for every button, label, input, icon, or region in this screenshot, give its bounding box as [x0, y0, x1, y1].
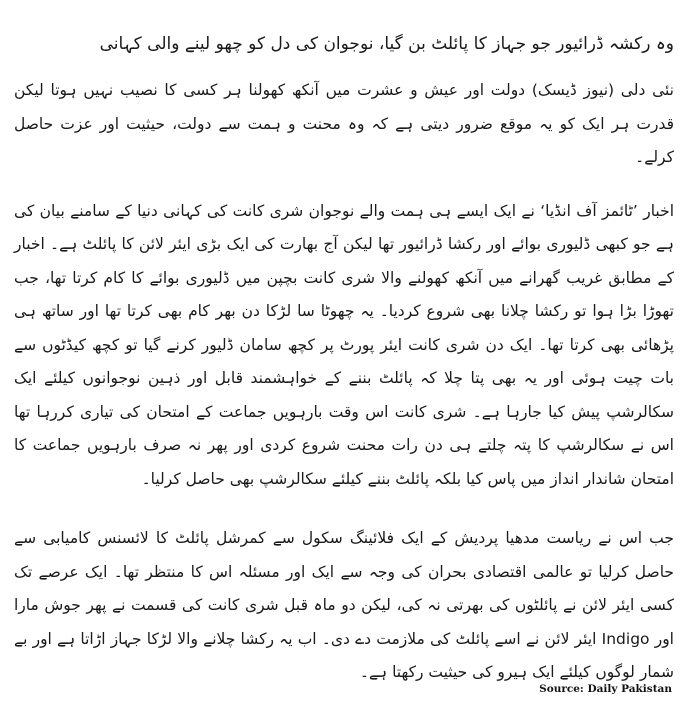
paragraph-intro: نئی دلی (نیوز ڈیسک) دولت اور عیش و عشرت میں آنکھ کھولنا ہر کسی کا نصیب نہیں ہوتا لیکن قدرت ہر ایک کو یہ موقع ضرور دیتی ہے کہ وہ محنت و ہمت سے دولت، حیثیت اور عزت حاصل کرلے۔	[14, 81, 674, 166]
paragraph-story: اخبار ’ٹائمز آف انڈیا‘ نے ایک ایسے ہی ہمت والے نوجوان شری کانت کی کہانی دنیا کے سامنے بیان کی ہے جو کبھی ڈلیوری بوائے اور رکشا ڈرائیور تھا لیکن آج بھارت کی ایک بڑی ایئر لائن کا پائلٹ ہے۔ اخبار کے مطابق غریب گھرانے میں آنکھ کھولنے والا شری کانت بچپن میں ڈلیوری بوائے کا کام کرتا تھا، جب تھوڑا بڑا ہوا تو رکشا چلانا بھی شروع کردیا۔ یہ چھوٹا سا لڑکا دن بھر کام بھی کرتا تھا اور ساتھ ہی پڑھائی بھی کرتا تھا۔ ایک دن شری کانت ایئر پورٹ پر کچھ سامان ڈلیور کرنے گیا تو کچھ کیڈٹوں سے بات چیت ہوئی اور یہ بھی پتا چلا کہ پائلٹ بننے کے خواہشمند قابل اور ذہین نوجوانوں کیلئے ایک سکالرشپ پیش کیا جارہا ہے۔ شری کانت اس وقت بارہویں جماعت کے امتحان کی تیاری کررہا تھا اس نے سکالرشپ کا پتہ چلتے ہی دن رات محنت شروع کردی اور پھر نہ صرف بارہویں جماعت کا امتحان شاندار انداز میں پاس کیا بلکہ پائلٹ بننے کیلئے سکالرشپ بھی حاصل کرلیا۔	[14, 201, 674, 488]
article	[14, 30, 674, 710]
paragraph-conclusion: جب اس نے ریاست مدھیا پردیش کے ایک فلائینگ سکول سے کمرشل پائلٹ کا لائسنس کامیابی سے حاصل کرلیا تو عالمی اقتصادی بحران کی وجہ سے ایک اور مسئلہ اس کا منتظر تھا۔ ایک عرصے تک کسی ایئر لائن نے پائلٹوں کی بھرتی نہ کی، لیکن دو ماہ قبل شری کانت کی قسمت نے پھر جوش مارا اور Indigo ایئر لائن نے اسے پائلٹ کی ملازمت دے دی۔ اب یہ رکشا چلانے والا لڑکا جہاز اڑاتا ہے اور بے شمار لوگوں کیلئے ایک ہیرو کی حیثیت رکھتا ہے۔	[14, 529, 674, 681]
headline: وہ رکشہ ڈرائیور جو جہاز کا پائلٹ بن گیا، نوجوان کی دل کو چھو لینے والی کہانی	[99, 34, 674, 54]
source-credit: Source: Daily Pakistan	[539, 683, 672, 695]
